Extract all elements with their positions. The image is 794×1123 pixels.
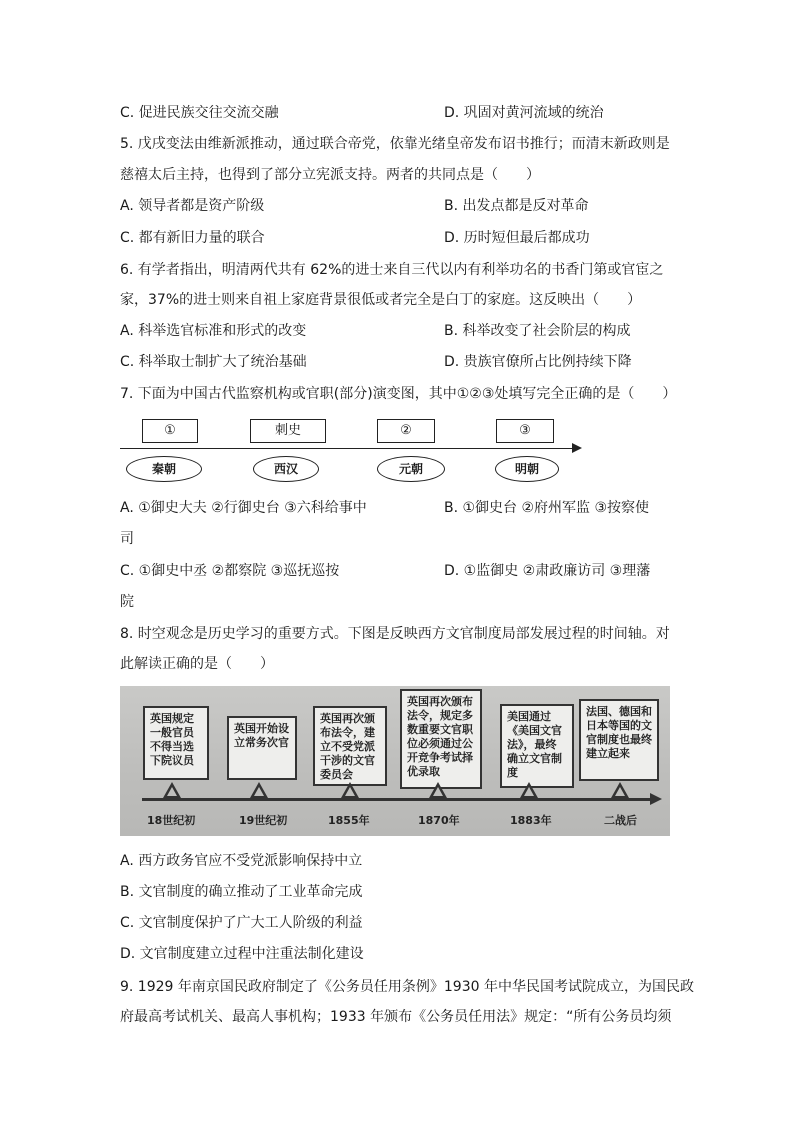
timeline-date-4: 1870年: [418, 814, 460, 827]
q6-stem-line-2: 家，37%的进士则来自祖上家庭背景很低或者完全是白丁的家庭。这反映出（ ）: [120, 292, 642, 308]
timeline-date-5: 1883年: [510, 814, 552, 827]
timeline-card-2: 英国开始设立常务次官: [227, 716, 297, 780]
q5-option-d: D. 历时短但最后都成功: [444, 230, 590, 246]
timeline-date-6: 二战后: [604, 814, 637, 827]
timeline-card-4: 英国再次颁布法令，规定多数重要文官职位必须通过公开竞争考试择优录取: [400, 689, 482, 789]
diagram-box-3: ②: [377, 419, 435, 443]
q9-stem-line-1: 9. 1929 年南京国民政府制定了《公务员任用条例》1930 年中华民国考试院成立，为国民政: [120, 979, 694, 995]
q6-option-d: D. 贵族官僚所占比例持续下降: [444, 354, 632, 370]
diagram-axis: [120, 448, 575, 449]
timeline-date-3: 1855年: [328, 814, 370, 827]
timeline-marker-1: [163, 782, 181, 798]
timeline-card-1: 英国规定一般官员不得当选下院议员: [143, 706, 209, 780]
q8-stem-line-2: 此解读正确的是（ ）: [120, 656, 274, 672]
diagram-dynasty-2: 西汉: [253, 456, 319, 482]
diagram-arrow-head: [572, 443, 582, 453]
timeline-card-5: 美国通过《美国文官法》，最终确立文官制度: [500, 704, 574, 788]
q7-option-d: D. ①监御史 ②肃政廉访司 ③理藩: [444, 563, 651, 579]
timeline-date-1: 18世纪初: [147, 814, 196, 827]
q7-evolution-diagram: [120, 412, 590, 487]
q7-option-b: B. ①御史台 ②府州军监 ③按察使: [444, 500, 650, 516]
q4-option-d: D. 巩固对黄河流域的统治: [444, 105, 604, 121]
q6-option-b: B. 科举改变了社会阶层的构成: [444, 323, 631, 339]
q8-option-a: A. 西方政务官应不受党派影响保持中立: [120, 853, 363, 869]
diagram-dynasty-4: 明朝: [495, 456, 559, 482]
q6-option-c: C. 科举取士制扩大了统治基础: [120, 354, 307, 370]
timeline-marker-2: [250, 782, 268, 798]
q7-stem: 7. 下面为中国古代监察机构或官职(部分)演变图，其中①②③处填写完全正确的是（ ）: [120, 386, 677, 402]
q8-timeline-photo: [120, 686, 670, 836]
q4-option-c: C. 促进民族交往交流交融: [120, 105, 279, 121]
diagram-box-2: 刺史: [250, 419, 326, 443]
timeline-marker-5: [520, 782, 538, 798]
timeline-date-2: 19世纪初: [239, 814, 288, 827]
q5-option-a: A. 领导者都是资产阶级: [120, 198, 265, 214]
timeline-card-3: 英国再次颁布法令，建立不受党派干涉的文官委员会: [313, 706, 387, 786]
q5-option-c: C. 都有新旧力量的联合: [120, 230, 265, 246]
q7-option-d-wrap: 院: [120, 594, 134, 610]
q5-option-b: B. 出发点都是反对革命: [444, 198, 589, 214]
timeline-card-6: 法国、德国和日本等国的文官制度也最终建立起来: [579, 699, 659, 781]
q7-option-b-wrap: 司: [120, 531, 134, 547]
q6-option-a: A. 科举选官标准和形式的改变: [120, 323, 307, 339]
timeline-marker-6: [611, 782, 629, 798]
diagram-box-4: ③: [496, 419, 554, 443]
timeline-axis: [142, 798, 652, 801]
diagram-dynasty-1: 秦朝: [126, 456, 202, 482]
timeline-arrow-head: [650, 793, 662, 805]
q8-option-c: C. 文官制度保护了广大工人阶级的利益: [120, 915, 363, 931]
diagram-dynasty-3: 元朝: [377, 456, 445, 482]
q7-option-c: C. ①御史中丞 ②都察院 ③巡抚巡按: [120, 563, 340, 579]
timeline-marker-4: [429, 782, 447, 798]
q6-stem-line-1: 6. 有学者指出，明清两代共有 62%的进士来自三代以内有利举功名的书香门第或官宦之: [120, 262, 664, 278]
q5-stem-line-1: 5. 戊戌变法由维新派推动，通过联合帝党，依靠光绪皇帝发布诏书推行；而清末新政则是: [120, 136, 670, 152]
diagram-box-1: ①: [142, 419, 198, 443]
q8-option-d: D. 文官制度建立过程中注重法制化建设: [120, 946, 364, 962]
q8-stem-line-1: 8. 时空观念是历史学习的重要方式。下图是反映西方文官制度局部发展过程的时间轴。对: [120, 626, 670, 642]
timeline-marker-3: [341, 782, 359, 798]
q8-option-b: B. 文官制度的确立推动了工业革命完成: [120, 884, 363, 900]
q7-option-a: A. ①御史大夫 ②行御史台 ③六科给事中: [120, 500, 367, 516]
q9-stem-line-2: 府最高考试机关、最高人事机构；1933 年颁布《公务员任用法》规定：“所有公务员均须: [120, 1009, 672, 1025]
q5-stem-line-2: 慈禧太后主持，也得到了部分立宪派支持。两者的共同点是（ ）: [120, 167, 540, 183]
